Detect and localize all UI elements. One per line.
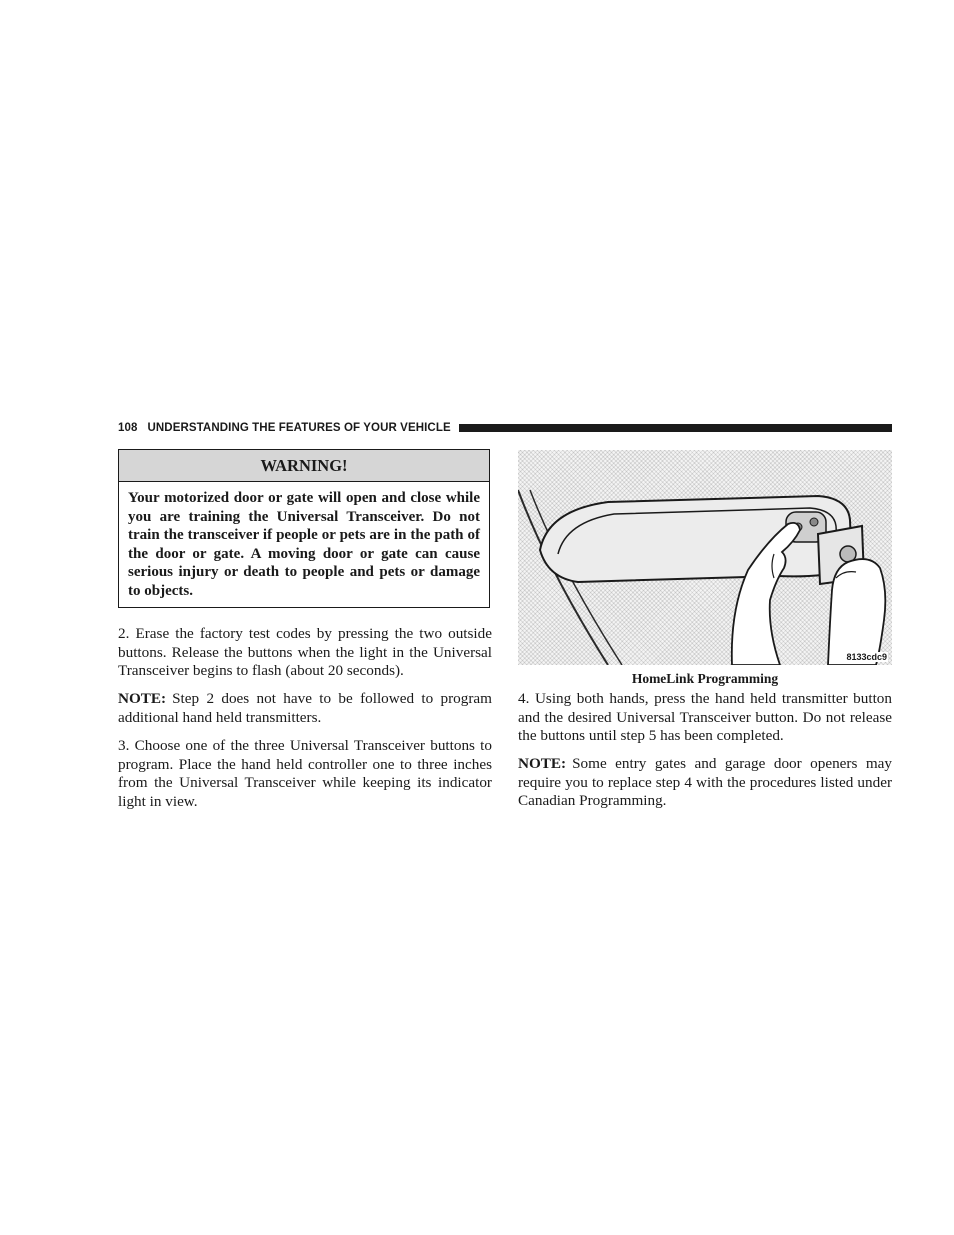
warning-title: WARNING! — [119, 450, 489, 482]
section-title: UNDERSTANDING THE FEATURES OF YOUR VEHICLE — [147, 422, 451, 434]
homelink-illustration — [518, 450, 892, 665]
note-text: Step 2 does not have to be followed to program additional hand held transmitters. — [118, 690, 492, 726]
page-number: 108 — [118, 422, 138, 434]
left-column — [118, 625, 492, 821]
note-2-paragraph — [518, 755, 892, 811]
homelink-drawing — [518, 450, 892, 665]
step-2-paragraph: 2. Erase the factory test codes by pressing the two outside buttons. Release the buttons when the light in the Universal Transceiver begins to flash (about 20 seconds). — [118, 625, 492, 680]
right-column — [518, 690, 892, 821]
warning-text: Your motorized door or gate will open and close while you are training the Universal Transceiver. Do not train the transceiver if people or pets are in the path of the door or gate. A moving door or gate can cause serious injury or death to people and pets or damage to objects. — [128, 490, 480, 599]
step-4-paragraph: 4. Using both hands, press the hand held transmitter button and the desired Universal Transceiver button. Do not release the buttons until step 5 has been completed. — [518, 690, 892, 745]
step-3-paragraph: 3. Choose one of the three Universal Transceiver buttons to program. Place the hand held controller one to three inches from the Universal Transceiver while keeping its indicator light in view. — [118, 736, 492, 810]
figure-caption: HomeLink Programming — [631, 671, 779, 686]
note-1-paragraph — [118, 690, 492, 727]
page-header — [118, 420, 892, 436]
note-text: Some entry gates and garage door openers may require you to replace step 4 with the procedures listed under Canadian Programming. — [518, 755, 892, 810]
header-rule — [459, 424, 892, 432]
note-label: NOTE: — [518, 755, 567, 773]
figure-code: 8133cdc9 — [846, 652, 887, 662]
warning-box — [118, 449, 490, 608]
note-label: NOTE: — [118, 690, 167, 708]
